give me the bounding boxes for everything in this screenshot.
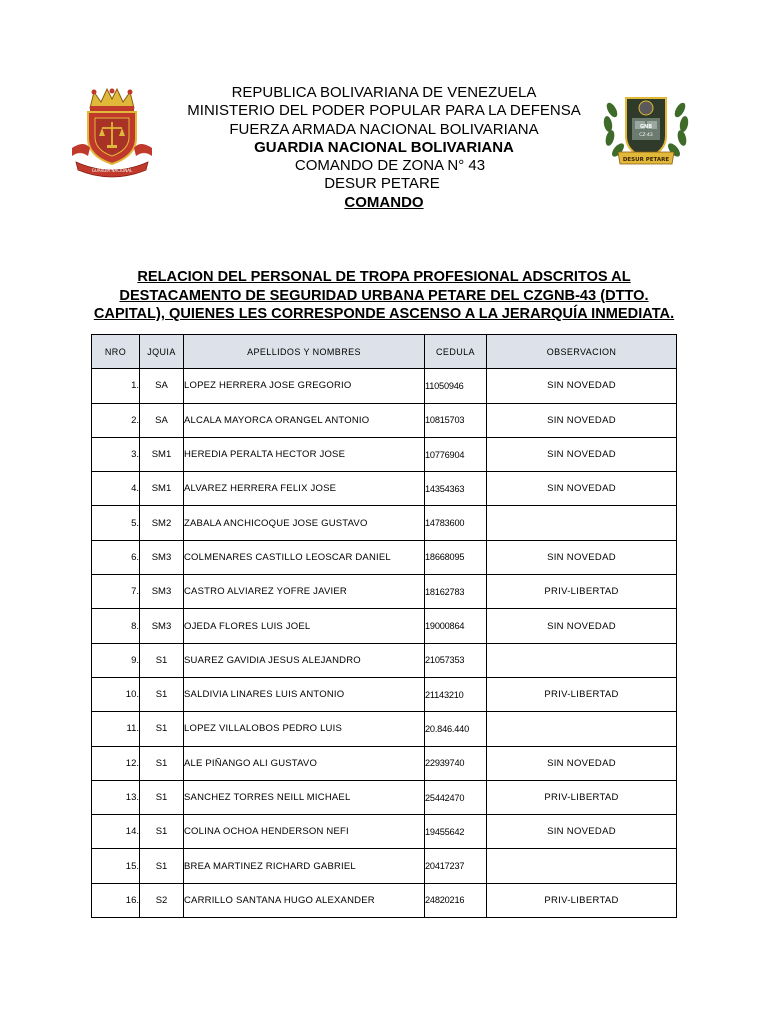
cell-cedula: 20.846.440 [425,712,487,746]
personnel-table [91,334,677,918]
crest-scroll-text: GUARDIA NACIONAL [91,168,133,173]
cell-observacion: PRIV-LIBERTAD [487,883,677,917]
cell-observacion: SIN NOVEDAD [487,540,677,574]
cell-nombre: ALVAREZ HERRERA FELIX JOSE [184,472,425,506]
header-republic: REPUBLICA BOLIVARIANA DE VENEZUELA [231,84,537,101]
cell-nro: 15. [92,849,140,883]
cell-jquia: SA [140,369,184,403]
table-row [92,883,677,917]
cell-cedula: 19455642 [425,815,487,849]
table-row [92,849,677,883]
cell-cedula: 10776904 [425,437,487,471]
cell-nombre: COLINA OCHOA HENDERSON NEFI [184,815,425,849]
cell-jquia: SM1 [140,437,184,471]
cell-nombre: ALE PIÑANGO ALI GUSTAVO [184,746,425,780]
table-row [92,540,677,574]
cell-cedula: 18162783 [425,575,487,609]
cell-nro: 11. [92,712,140,746]
cell-jquia: SM1 [140,472,184,506]
header-guardia: GUARDIA NACIONAL BOLIVARIANA [254,138,514,156]
cell-observacion: SIN NOVEDAD [487,746,677,780]
header-nro: NRO [92,335,140,369]
header-apellidos-nombres: APELLIDOS Y NOMBRES [184,335,425,369]
title-line-3: CAPITAL), QUIENES LES CORRESPONDE ASCENSO A LA JERARQUÍA INMEDIATA. [93,306,675,322]
cell-observacion: SIN NOVEDAD [487,472,677,506]
table-row [92,575,677,609]
title-line-2: DESTACAMENTO DE SEGURIDAD URBANA PETARE DEL CZGNB-43 (DTTO. [119,287,649,304]
cell-jquia: S1 [140,815,184,849]
cell-nombre: BREA MARTINEZ RICHARD GABRIEL [184,849,425,883]
cell-cedula: 14354363 [425,472,487,506]
cell-nro: 10. [92,677,140,711]
header-observacion: OBSERVACION [487,335,677,369]
header-jquia: JQUIA [140,335,184,369]
cell-nombre: LOPEZ VILLALOBOS PEDRO LUIS [184,712,425,746]
cell-jquia: SM3 [140,540,184,574]
cell-nombre: COLMENARES CASTILLO LEOSCAR DANIEL [184,540,425,574]
cell-jquia: S1 [140,677,184,711]
table-row [92,609,677,643]
cell-nombre: CARRILLO SANTANA HUGO ALEXANDER [184,883,425,917]
cell-nombre: CASTRO ALVIAREZ YOFRE JAVIER [184,575,425,609]
table-row [92,746,677,780]
header-cedula: CEDULA [425,335,487,369]
table-row [92,369,677,403]
cell-cedula: 21143210 [425,677,487,711]
cell-nombre: SUAREZ GAVIDIA JESUS ALEJANDRO [184,643,425,677]
cell-observacion: SIN NOVEDAD [487,609,677,643]
cell-observacion: PRIV-LIBERTAD [487,677,677,711]
badge-top-text: GNB [639,124,653,130]
cell-cedula: 10815703 [425,403,487,437]
table-row [92,472,677,506]
cell-jquia: S1 [140,712,184,746]
cell-observacion: SIN NOVEDAD [487,437,677,471]
table-row [92,815,677,849]
table-row [92,677,677,711]
cell-jquia: SM2 [140,506,184,540]
cell-jquia: S1 [140,643,184,677]
table-row [92,643,677,677]
table-row [92,780,677,814]
cell-nombre: SANCHEZ TORRES NEILL MICHAEL [184,780,425,814]
table-header-row [92,335,677,369]
cell-jquia: SA [140,403,184,437]
cell-jquia: S1 [140,849,184,883]
cell-cedula: 25442470 [425,780,487,814]
cell-nombre: OJEDA FLORES LUIS JOEL [184,609,425,643]
header-zone-command: COMANDO DE ZONA N° 43 [294,157,486,175]
badge-banner-text: DESUR PETARE [622,157,670,163]
header-comando: COMANDO [344,193,424,211]
table-row [92,506,677,540]
cell-cedula: 24820216 [425,883,487,917]
cell-observacion [487,643,677,677]
cell-nro: 7. [92,575,140,609]
table-row [92,437,677,471]
cell-nro: 2. [92,403,140,437]
cell-nro: 16. [92,883,140,917]
header-armed-force: FUERZA ARMADA NACIONAL BOLIVARIANA [229,120,539,138]
cell-cedula: 22939740 [425,746,487,780]
cell-nombre: HEREDIA PERALTA HECTOR JOSE [184,437,425,471]
badge-number-text: CZ-43 [639,133,653,138]
cell-nro: 1. [92,369,140,403]
cell-observacion: PRIV-LIBERTAD [487,575,677,609]
cell-cedula: 11050946 [425,369,487,403]
cell-jquia: SM3 [140,609,184,643]
cell-nombre: LOPEZ HERRERA JOSE GREGORIO [184,369,425,403]
table-row [92,712,677,746]
cell-cedula: 14783600 [425,506,487,540]
cell-nro: 5. [92,506,140,540]
cell-nro: 12. [92,746,140,780]
cell-nro: 9. [92,643,140,677]
cell-nro: 8. [92,609,140,643]
table-row [92,403,677,437]
cell-observacion: SIN NOVEDAD [487,369,677,403]
title-line-1: RELACION DEL PERSONAL DE TROPA PROFESIONAL ADSCRITOS AL [137,269,631,285]
cell-nro: 4. [92,472,140,506]
cell-jquia: S1 [140,746,184,780]
cell-cedula: 18668095 [425,540,487,574]
cell-cedula: 21057353 [425,643,487,677]
cell-observacion [487,506,677,540]
cell-observacion [487,849,677,883]
cell-nombre: ZABALA ANCHICOQUE JOSE GUSTAVO [184,506,425,540]
cell-observacion: PRIV-LIBERTAD [487,780,677,814]
cell-nro: 3. [92,437,140,471]
cell-jquia: S1 [140,780,184,814]
cell-cedula: 19000864 [425,609,487,643]
cell-jquia: SM3 [140,575,184,609]
cell-nro: 14. [92,815,140,849]
header-desur: DESUR PETARE [324,175,440,193]
header-ministry: MINISTERIO DEL PODER POPULAR PARA LA DEFENSA [187,102,581,120]
cell-observacion [487,712,677,746]
cell-nombre: SALDIVIA LINARES LUIS ANTONIO [184,677,425,711]
cell-nro: 6. [92,540,140,574]
document-title [60,268,708,324]
document-header [0,84,768,212]
cell-jquia: S2 [140,883,184,917]
cell-nombre: ALCALA MAYORCA ORANGEL ANTONIO [184,403,425,437]
cell-observacion: SIN NOVEDAD [487,403,677,437]
cell-cedula: 20417237 [425,849,487,883]
cell-nro: 13. [92,780,140,814]
cell-observacion: SIN NOVEDAD [487,815,677,849]
